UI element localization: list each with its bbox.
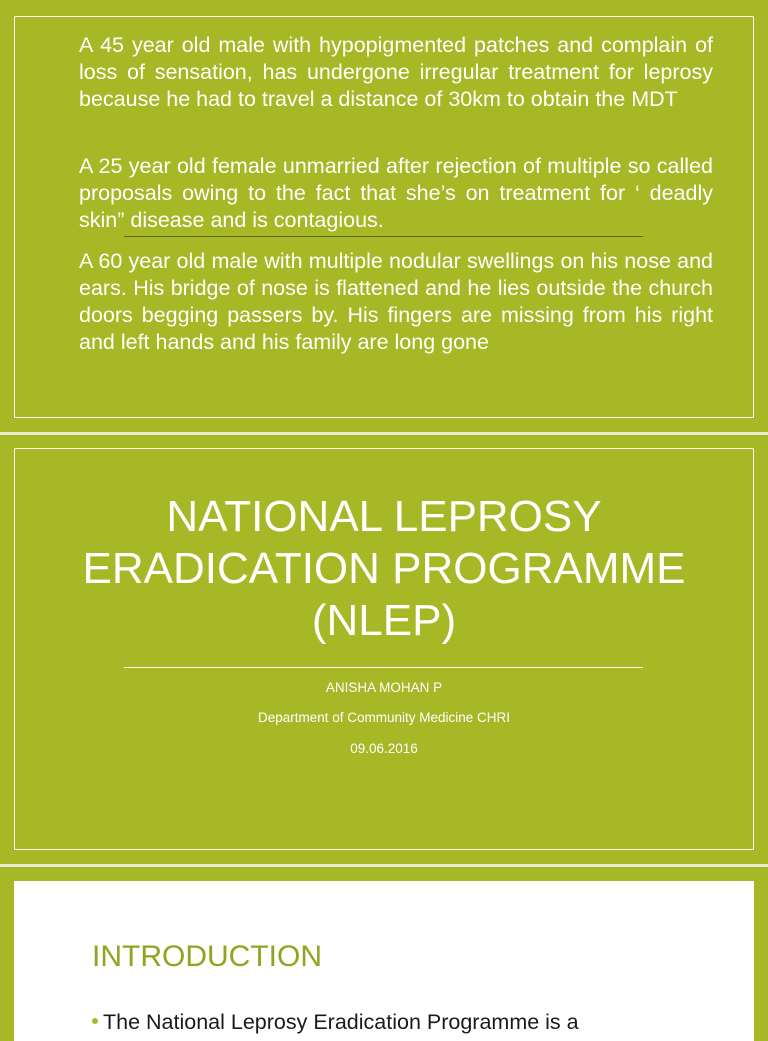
- introduction-slide: [0, 867, 768, 1034]
- bullet-icon: [92, 1018, 98, 1024]
- case-scenario-2: A 25 year old female unmarried after rejection of multiple so called proposals owing to the fact that she’s on treatment for ‘ deadly skin” disease and is contagious.: [79, 154, 713, 232]
- title-underline: [124, 667, 643, 668]
- bullet-item: [92, 1009, 579, 1035]
- author-name: ANISHA MOHAN P: [325, 680, 443, 695]
- case-scenario-1: A 45 year old male with hypopigmented patches and complain of loss of sensation, has undergone irregular treatment for leprosy because he had to travel a distance of 30km to obtain the MDT: [79, 33, 713, 111]
- case-scenario-3: A 60 year old male with multiple nodular swellings on his nose and ears. His bridge of nose is flattened and he lies outside the church doors begging passers by. His fingers are missing from his right and left hands and his family are long gone: [79, 249, 713, 354]
- presentation-title: NATIONAL LEPROSY ERADICATION PROGRAMME (NLEP): [82, 492, 686, 645]
- content-panel: [14, 881, 754, 1041]
- bullet-text: The National Leprosy Eradication Programme is a: [103, 1010, 579, 1034]
- text-underline: [124, 236, 643, 237]
- title-slide: [0, 435, 768, 864]
- department-name: Department of Community Medicine CHRI: [257, 710, 511, 725]
- case-scenarios-slide: [0, 0, 768, 432]
- presentation-date: 09.06.2016: [350, 741, 418, 756]
- section-heading: INTRODUCTION: [92, 940, 322, 973]
